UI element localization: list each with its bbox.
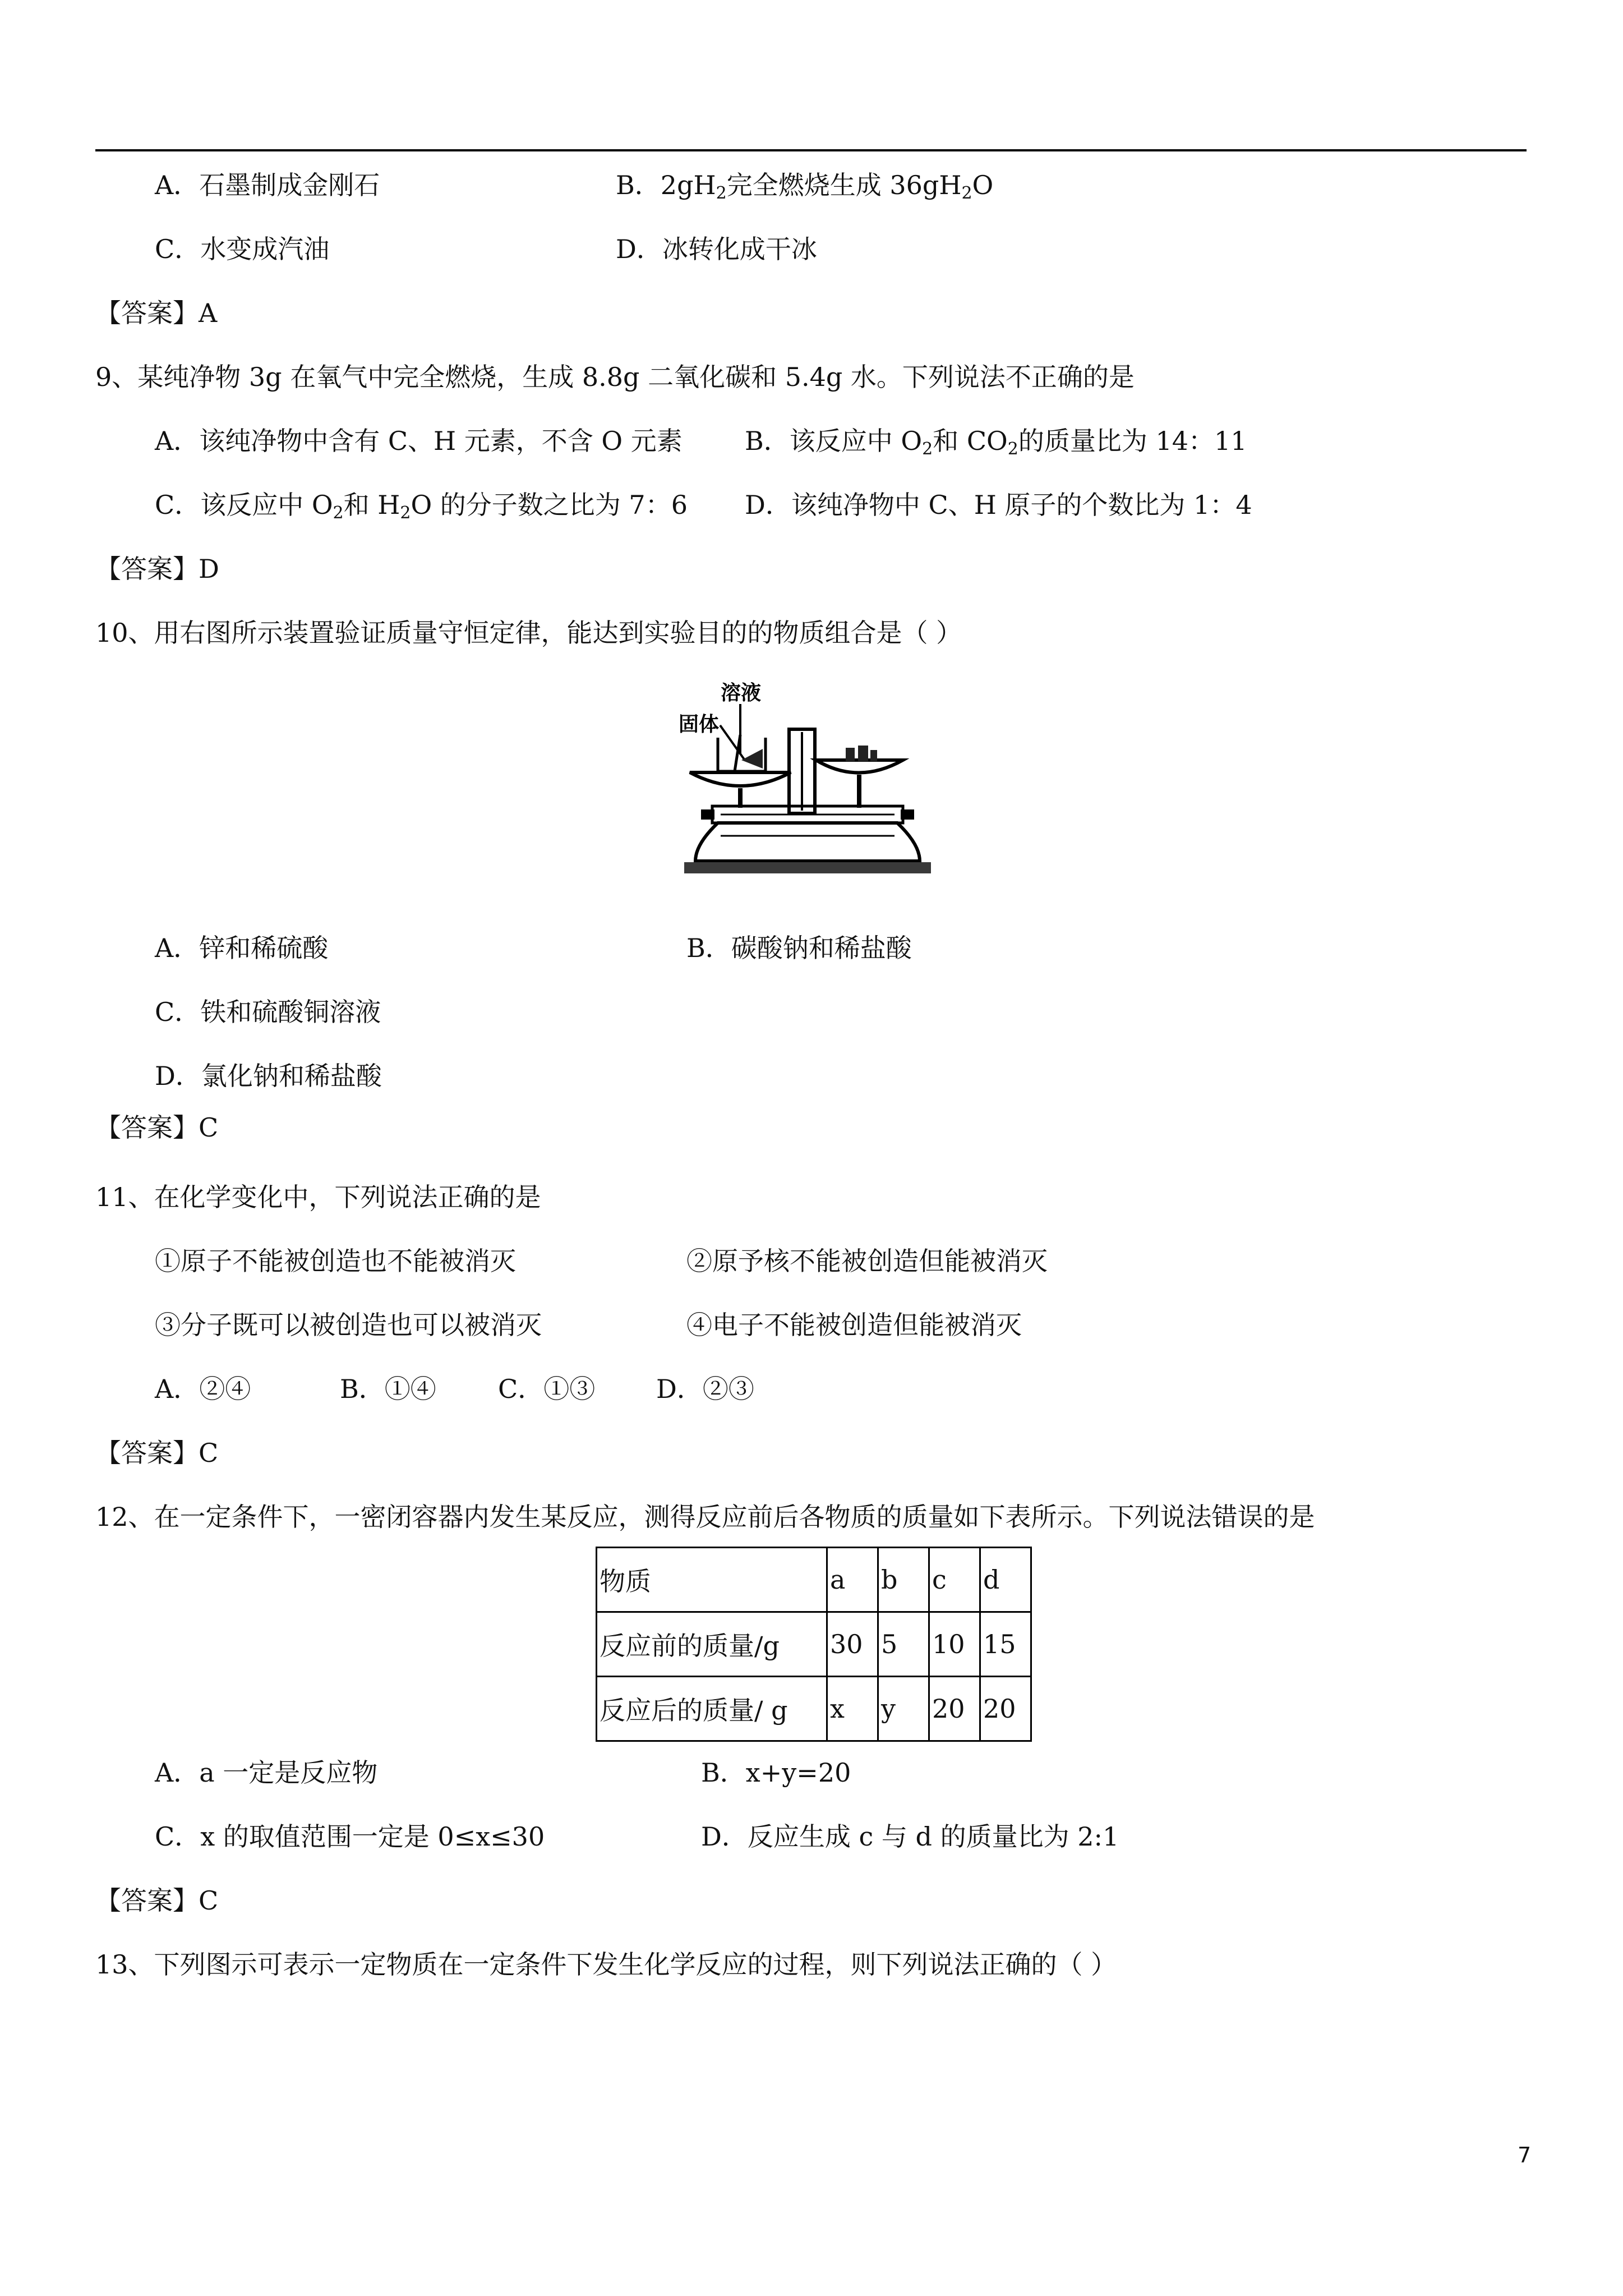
- table-cell: 反应后的质量/ g: [597, 1677, 827, 1741]
- q10-option-a: A．锌和稀硫酸: [155, 933, 329, 963]
- table-cell: d: [980, 1548, 1031, 1612]
- mass-table: [596, 1547, 1032, 1742]
- table-cell: 物质: [597, 1548, 827, 1612]
- q11-statement-4: ④电子不能被创造但能被消灭: [686, 1310, 1022, 1340]
- fig-label-solution: 溶液: [721, 682, 762, 705]
- table-cell: 反应前的质量/g: [597, 1612, 827, 1677]
- q9-option-b: B．该反应中 $O_2$和 $CO_2$的质量比为 14：11: [745, 426, 1247, 459]
- q10-option-d: D．氯化钠和稀盐酸: [155, 1061, 382, 1091]
- q8-option-c: C．水变成汽油: [155, 234, 330, 264]
- q10-option-b: B．碳酸钠和稀盐酸: [686, 933, 912, 963]
- q12-stem: 12、在一定条件下，一密闭容器内发生某反应，测得反应前后各物质的质量如下表所示。下列说法错误的是: [95, 1502, 1315, 1532]
- q10-answer: 【答案】C: [95, 1112, 219, 1143]
- q12-option-c: C．x 的取值范围一定是 0≤x≤30: [155, 1821, 545, 1852]
- table-cell: y: [878, 1677, 929, 1741]
- q9-option-c: C．该反应中 $O_2$和 $H_2O$ 的分子数之比为 7：6: [155, 490, 688, 523]
- q11-option-c: C．①③: [498, 1374, 596, 1404]
- q9-option-d: D．该纯净物中 C、H 原子的个数比为 1：4: [745, 490, 1252, 520]
- table-cell: 20: [980, 1677, 1031, 1741]
- q11-answer: 【答案】C: [95, 1438, 219, 1468]
- q13-stem: 13、下列图示可表示一定物质在一定条件下发生化学反应的过程，则下列说法正确的（ ）: [95, 1949, 1117, 1980]
- q11-statement-3: ③分子既可以被创造也可以被消灭: [155, 1310, 542, 1340]
- q9-option-a: A．该纯净物中含有 C、H 元素，不含 O 元素: [155, 426, 683, 456]
- table-cell: b: [878, 1548, 929, 1612]
- q11-option-d: D．②③: [656, 1374, 754, 1404]
- fig-label-solid: 固体: [679, 713, 720, 736]
- q11-stem: 11、在化学变化中，下列说法正确的是: [95, 1182, 541, 1212]
- table-cell: a: [827, 1548, 878, 1612]
- q10-stem: 10、用右图所示装置验证质量守恒定律，能达到实验目的的物质组合是（ ）: [95, 618, 962, 648]
- table-row: [597, 1612, 1031, 1677]
- table-cell: x: [827, 1677, 878, 1741]
- table-row: [597, 1677, 1031, 1741]
- table-cell: 10: [929, 1612, 980, 1677]
- table-cell: 5: [878, 1612, 929, 1677]
- q12-option-a: A．a 一定是反应物: [155, 1757, 378, 1788]
- q11-statement-1: ①原子不能被创造也不能被消灭: [155, 1246, 516, 1276]
- table-header-row: [597, 1548, 1031, 1612]
- q12-option-d: D．反应生成 c 与 d 的质量比为 2:1: [701, 1821, 1119, 1852]
- table-cell: 30: [827, 1612, 878, 1677]
- table-cell: c: [929, 1548, 980, 1612]
- q11-option-b: B．①④: [340, 1374, 436, 1404]
- q8-option-d: D．冰转化成干冰: [616, 234, 817, 264]
- q8-option-a: A．石墨制成金刚石: [155, 170, 380, 200]
- q10-option-c: C．铁和硫酸铜溶液: [155, 997, 381, 1027]
- q12-answer: 【答案】C: [95, 1885, 219, 1916]
- q9-answer: 【答案】D: [95, 554, 219, 584]
- table-cell: 15: [980, 1612, 1031, 1677]
- balance-figure: [679, 676, 937, 889]
- header-rule: [95, 149, 1527, 151]
- q9-stem: 9、某纯净物 3g 在氧气中完全燃烧，生成 8.8g 二氧化碳和 5.4g 水。下列说法不正确的是: [95, 362, 1135, 392]
- q11-option-a: A．②④: [155, 1374, 251, 1404]
- q11-statement-2: ②原予核不能被创造但能被消灭: [686, 1246, 1048, 1276]
- table-cell: 20: [929, 1677, 980, 1741]
- page-number: 7: [1518, 2143, 1532, 2168]
- q8-option-b: B．$2gH_2$完全燃烧生成 $36gH_2O$: [616, 170, 994, 203]
- q8-answer: 【答案】A: [95, 298, 218, 328]
- q12-option-b: B．x+y=20: [701, 1757, 851, 1788]
